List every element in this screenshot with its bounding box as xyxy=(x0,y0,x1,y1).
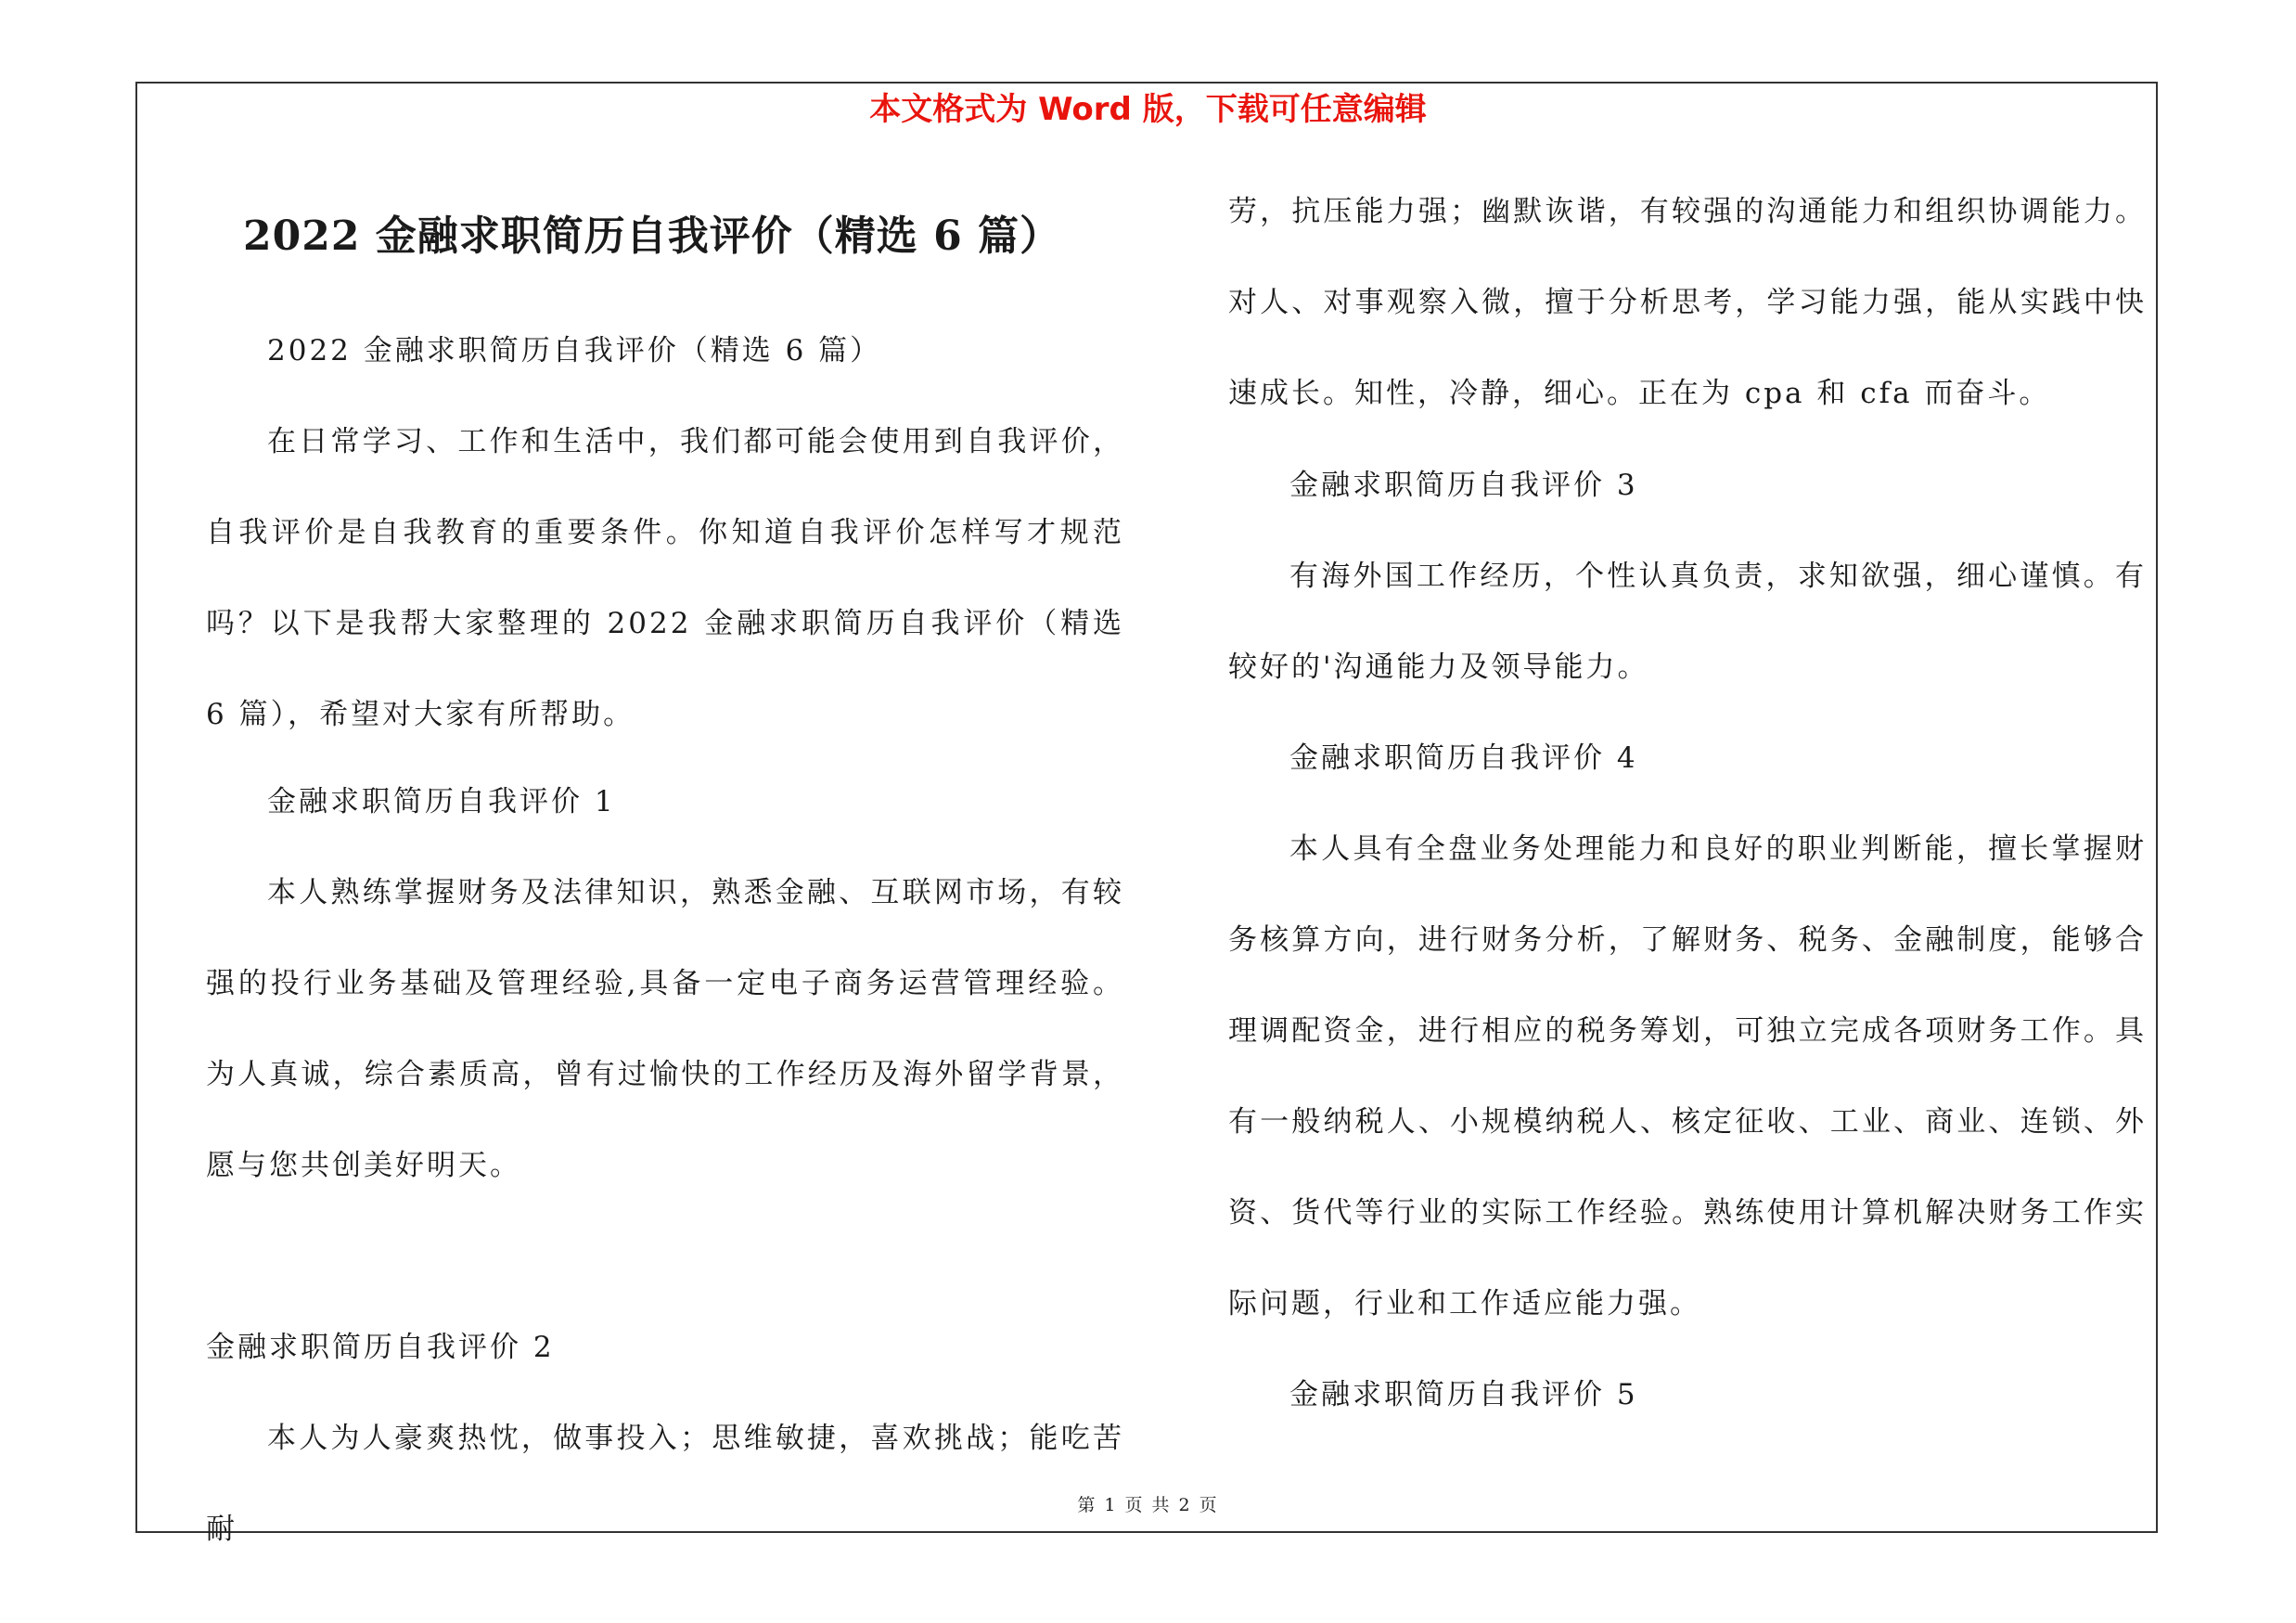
section-heading-1: 金融求职简历自我评价 1 xyxy=(267,785,616,818)
intro-subtitle: 2022 金融求职简历自我评价（精选 6 篇） xyxy=(267,334,882,367)
section-paragraph-1: 本人熟练掌握财务及法律知识，熟悉金融、互联网市场，有较强的投行业务基础及管理经验,具备一定电子商务运营管理经验。为人真诚，综合素质高，曾有过愉快的工作经历及海外留学背景，愿与您共创美好明天。 xyxy=(206,876,1124,1182)
section-heading-4: 金融求职简历自我评价 4 xyxy=(1289,741,1638,775)
section-heading-2: 金融求职简历自我评价 2 xyxy=(206,1331,555,1364)
section-paragraph-2-start: 本人为人豪爽热忱，做事投入；思维敏捷，喜欢挑战；能吃苦耐 xyxy=(206,1422,1124,1546)
section-paragraph-4: 本人具有全盘业务处理能力和良好的职业判断能，擅长掌握财务核算方向，进行财务分析，了解财务、税务、金融制度，能够合理调配资金，进行相应的税务筹划，可独立完成各项财务工作。具有一般纳税人、小规模纳税人、核定征收、工业、商业、连锁、外资、货代等行业的实际工作经验。熟练使用计算机解决财务工作实际问题，行业和工作适应能力强。 xyxy=(1228,832,2147,1320)
section-heading-3: 金融求职简历自我评价 3 xyxy=(1289,469,1638,502)
document-title: 2022 金融求职简历自我评价（精选 6 篇） xyxy=(243,213,1062,260)
format-banner: 本文格式为 Word 版，下载可任意编辑 xyxy=(869,91,1427,128)
section-paragraph-3: 有海外国工作经历，个性认真负责，求知欲强，细心谨慎。有较好的'沟通能力及领导能力。 xyxy=(1228,560,2147,684)
page-number: 第 1 页 共 2 页 xyxy=(1077,1495,1219,1515)
section-paragraph-2-cont: 劳，抗压能力强；幽默诙谐，有较强的沟通能力和组织协调能力。对人、对事观察入微，擅于分析思考，学习能力强，能从实践中快速成长。知性，冷静，细心。正在为 cpa 和 cfa 而奋斗。 xyxy=(1228,195,2147,410)
intro-paragraph: 在日常学习、工作和生活中，我们都可能会使用到自我评价，自我评价是自我教育的重要条件。你知道自我评价怎样写才规范吗？以下是我帮大家整理的 2022 金融求职简历自我评价（精选 6 篇），希望对大家有所帮助。 xyxy=(206,425,1124,731)
section-heading-5: 金融求职简历自我评价 5 xyxy=(1289,1378,1638,1411)
